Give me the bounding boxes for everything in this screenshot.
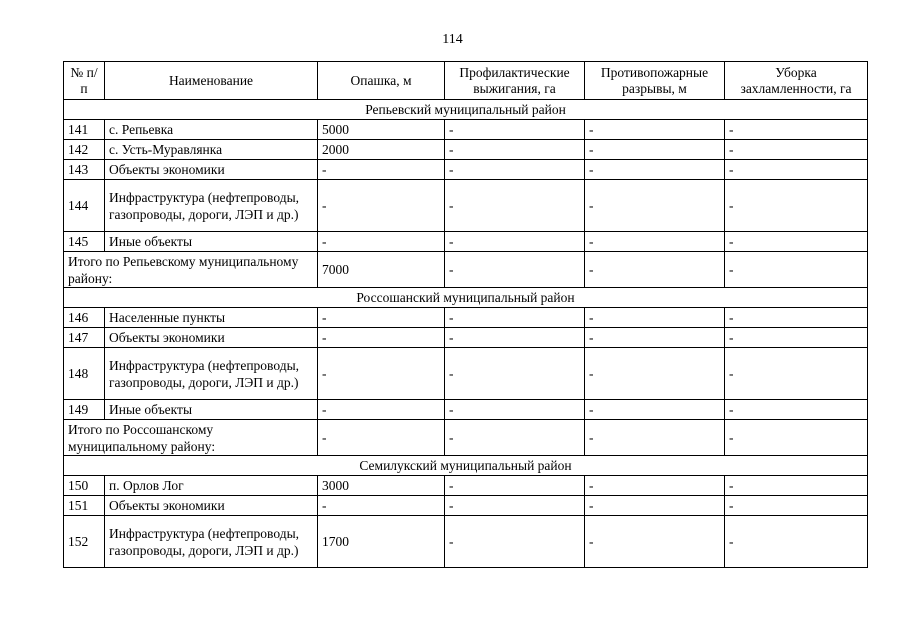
cell-num: 141: [64, 120, 105, 140]
cell-num: 143: [64, 160, 105, 180]
header-firebreaks: Противопожарные разрывы, м: [585, 62, 725, 100]
fire-prevention-table: [63, 61, 868, 568]
cell-opashka: 1700: [318, 516, 445, 568]
cell-opashka: -: [318, 348, 445, 400]
total-cleanup: -: [725, 420, 868, 456]
cell-opashka: -: [318, 232, 445, 252]
cell-num: 147: [64, 328, 105, 348]
cell-num: 152: [64, 516, 105, 568]
cell-firebreaks: -: [585, 180, 725, 232]
section-row: [64, 100, 868, 120]
table-row: [64, 232, 868, 252]
cell-cleanup: -: [725, 160, 868, 180]
table-row: [64, 400, 868, 420]
header-num: № п/п: [64, 62, 105, 100]
cell-firebreaks: -: [585, 120, 725, 140]
cell-num: 149: [64, 400, 105, 420]
cell-num: 145: [64, 232, 105, 252]
cell-burning: -: [445, 232, 585, 252]
cell-name: с. Усть-Муравлянка: [105, 140, 318, 160]
cell-num: 142: [64, 140, 105, 160]
section-title: Репьевский муниципальный район: [64, 100, 868, 120]
header-opashka: Опашка, м: [318, 62, 445, 100]
total-burning: -: [445, 420, 585, 456]
table-row: [64, 328, 868, 348]
total-firebreaks: -: [585, 252, 725, 288]
header-name: Наименование: [105, 62, 318, 100]
cell-firebreaks: -: [585, 160, 725, 180]
total-opashka: 7000: [318, 252, 445, 288]
total-firebreaks: -: [585, 420, 725, 456]
cell-name: Объекты экономики: [105, 328, 318, 348]
total-row: [64, 252, 868, 288]
section-title: Семилукский муниципальный район: [64, 456, 868, 476]
table-row: [64, 496, 868, 516]
table-row: [64, 160, 868, 180]
cell-name: Иные объекты: [105, 232, 318, 252]
cell-num: 148: [64, 348, 105, 400]
cell-name: Объекты экономики: [105, 496, 318, 516]
cell-name: Населенные пункты: [105, 308, 318, 328]
cell-cleanup: -: [725, 120, 868, 140]
cell-burning: -: [445, 160, 585, 180]
cell-firebreaks: -: [585, 400, 725, 420]
cell-opashka: 5000: [318, 120, 445, 140]
cell-name: Объекты экономики: [105, 160, 318, 180]
cell-firebreaks: -: [585, 308, 725, 328]
table-row: [64, 308, 868, 328]
cell-opashka: 2000: [318, 140, 445, 160]
header-row: [64, 62, 868, 100]
cell-num: 146: [64, 308, 105, 328]
cell-burning: -: [445, 476, 585, 496]
page-number: 114: [442, 32, 463, 47]
cell-firebreaks: -: [585, 516, 725, 568]
cell-cleanup: -: [725, 516, 868, 568]
section-title: Россошанский муниципальный район: [64, 288, 868, 308]
cell-cleanup: -: [725, 348, 868, 400]
cell-cleanup: -: [725, 476, 868, 496]
cell-cleanup: -: [725, 496, 868, 516]
cell-burning: -: [445, 516, 585, 568]
total-row: [64, 420, 868, 456]
cell-cleanup: -: [725, 180, 868, 232]
total-cleanup: -: [725, 252, 868, 288]
cell-name: Инфраструктура (нефтепроводы, газопроводы, дороги, ЛЭП и др.): [105, 348, 318, 400]
cell-cleanup: -: [725, 400, 868, 420]
cell-name: Иные объекты: [105, 400, 318, 420]
cell-burning: -: [445, 308, 585, 328]
cell-opashka: -: [318, 496, 445, 516]
table-row: [64, 180, 868, 232]
header-cleanup: Уборка захламленности, га: [725, 62, 868, 100]
cell-burning: -: [445, 140, 585, 160]
cell-num: 144: [64, 180, 105, 232]
cell-burning: -: [445, 328, 585, 348]
cell-burning: -: [445, 120, 585, 140]
cell-opashka: -: [318, 308, 445, 328]
cell-name: Инфраструктура (нефтепроводы, газопроводы, дороги, ЛЭП и др.): [105, 180, 318, 232]
cell-burning: -: [445, 180, 585, 232]
header-burning: Профилактические выжигания, га: [445, 62, 585, 100]
cell-cleanup: -: [725, 308, 868, 328]
cell-cleanup: -: [725, 140, 868, 160]
cell-burning: -: [445, 348, 585, 400]
cell-firebreaks: -: [585, 140, 725, 160]
cell-burning: -: [445, 400, 585, 420]
section-row: [64, 456, 868, 476]
cell-burning: -: [445, 496, 585, 516]
cell-name: с. Репьевка: [105, 120, 318, 140]
total-label: Итого по Россошанскому муниципальному району:: [64, 420, 318, 456]
cell-firebreaks: -: [585, 476, 725, 496]
table-row: [64, 140, 868, 160]
cell-firebreaks: -: [585, 496, 725, 516]
total-burning: -: [445, 252, 585, 288]
cell-firebreaks: -: [585, 232, 725, 252]
cell-opashka: -: [318, 160, 445, 180]
cell-num: 151: [64, 496, 105, 516]
section-row: [64, 288, 868, 308]
table-row: [64, 120, 868, 140]
total-label: Итого по Репьевскому муниципальному району:: [64, 252, 318, 288]
table-row: [64, 476, 868, 496]
cell-opashka: -: [318, 400, 445, 420]
cell-opashka: 3000: [318, 476, 445, 496]
cell-opashka: -: [318, 180, 445, 232]
cell-firebreaks: -: [585, 348, 725, 400]
cell-cleanup: -: [725, 232, 868, 252]
cell-opashka: -: [318, 328, 445, 348]
cell-firebreaks: -: [585, 328, 725, 348]
table-row: [64, 516, 868, 568]
cell-num: 150: [64, 476, 105, 496]
cell-name: Инфраструктура (нефтепроводы, газопроводы, дороги, ЛЭП и др.): [105, 516, 318, 568]
total-opashka: -: [318, 420, 445, 456]
table-row: [64, 348, 868, 400]
cell-name: п. Орлов Лог: [105, 476, 318, 496]
cell-cleanup: -: [725, 328, 868, 348]
